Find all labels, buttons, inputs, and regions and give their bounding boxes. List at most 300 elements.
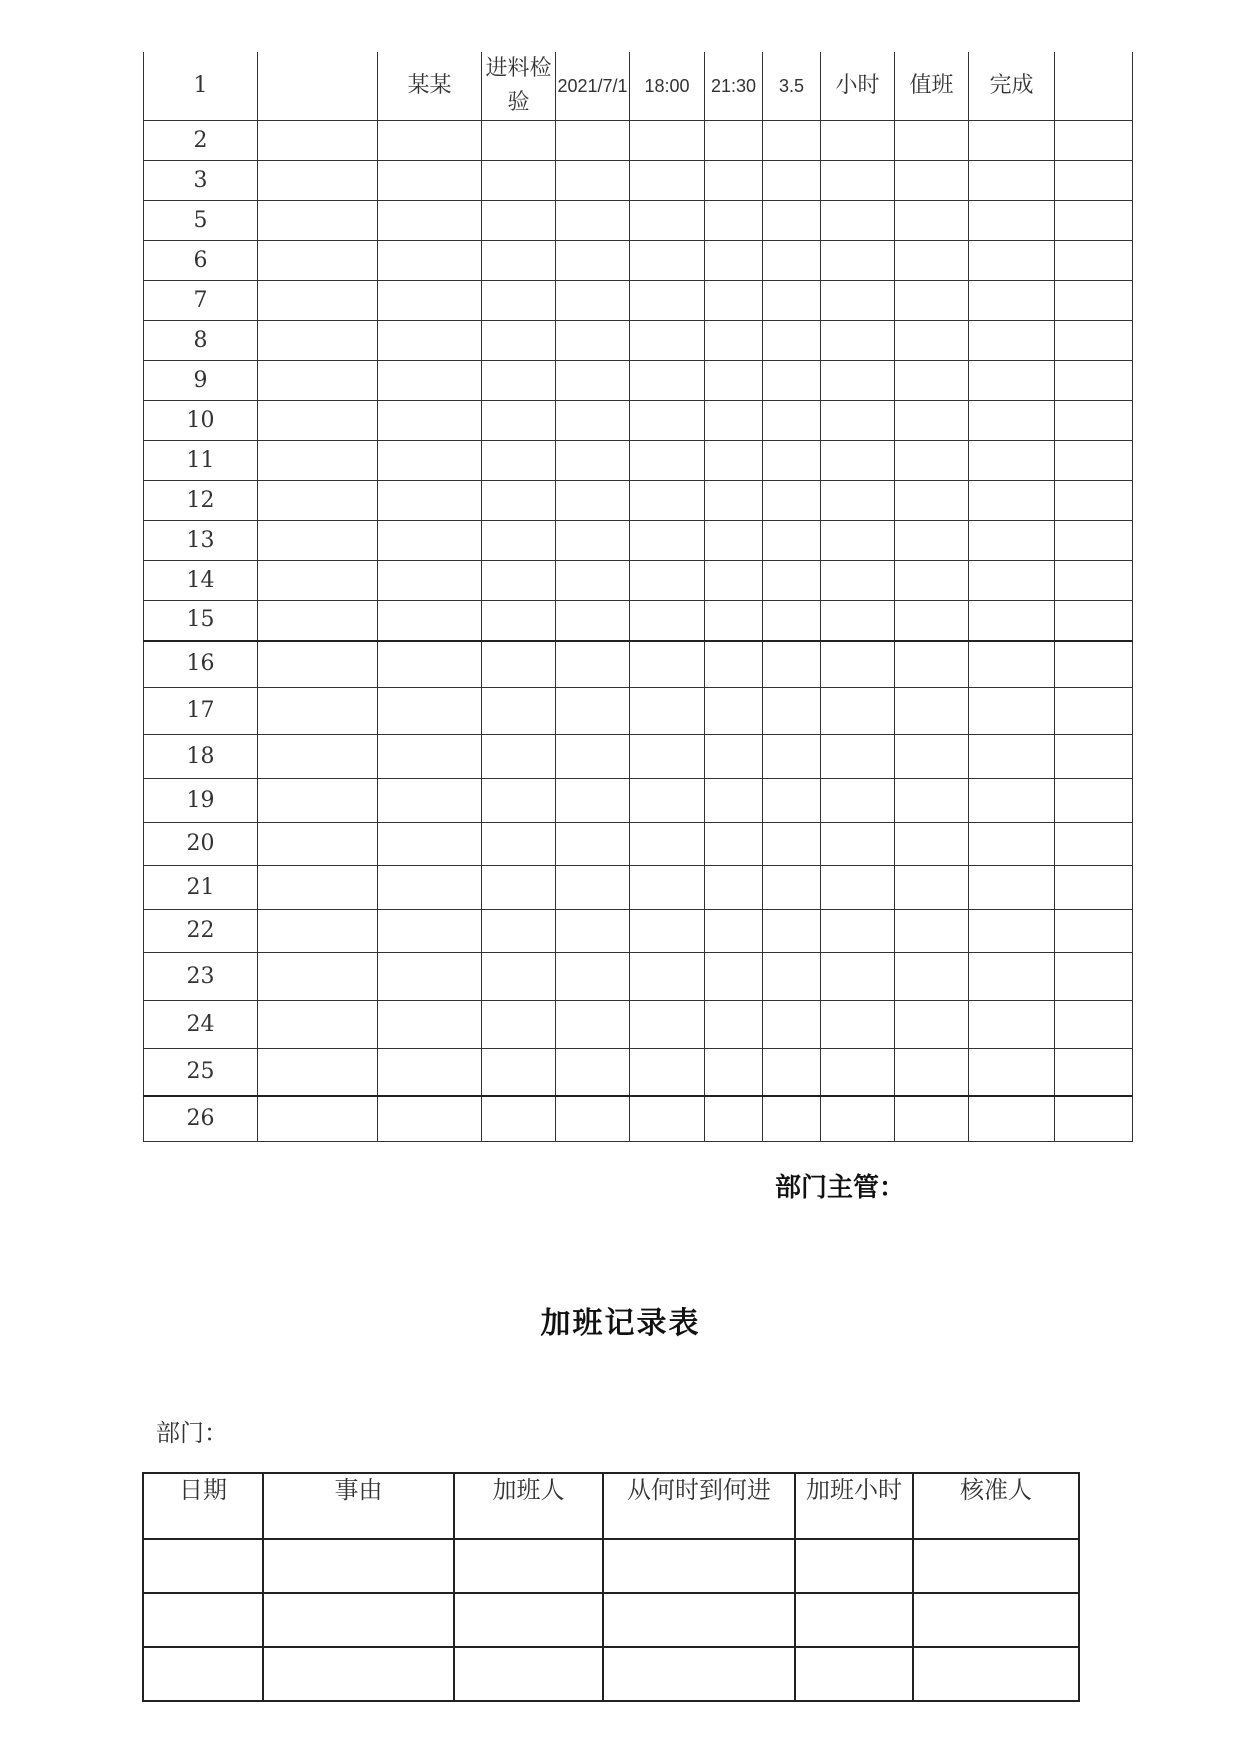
table-cell xyxy=(895,688,969,735)
table-cell xyxy=(630,401,705,441)
table-cell xyxy=(1055,201,1133,241)
table-cell xyxy=(630,601,705,641)
table-cell xyxy=(705,823,763,866)
table-cell xyxy=(556,910,630,953)
table-cell xyxy=(821,910,895,953)
table-cell xyxy=(969,281,1055,321)
table-cell xyxy=(258,161,378,201)
table-cell xyxy=(378,441,482,481)
table-cell xyxy=(795,1647,913,1701)
row-number-cell: 7 xyxy=(144,281,258,321)
table-cell xyxy=(705,735,763,779)
table-cell xyxy=(763,121,821,161)
table-cell xyxy=(143,1593,263,1647)
table-cell xyxy=(556,321,630,361)
table-cell xyxy=(763,281,821,321)
table-cell xyxy=(1055,1096,1133,1142)
table-cell xyxy=(895,823,969,866)
table-cell xyxy=(763,910,821,953)
table-cell xyxy=(482,735,556,779)
table-cell xyxy=(705,779,763,823)
row-number-cell: 17 xyxy=(144,688,258,735)
table-cell xyxy=(895,561,969,601)
table-cell xyxy=(895,281,969,321)
table-cell xyxy=(969,361,1055,401)
table-cell xyxy=(969,866,1055,910)
table-cell xyxy=(763,1049,821,1096)
table-cell xyxy=(556,561,630,601)
table-cell xyxy=(895,866,969,910)
table-cell xyxy=(763,779,821,823)
table-cell xyxy=(556,688,630,735)
table-cell xyxy=(821,441,895,481)
table-cell xyxy=(630,1096,705,1142)
table-cell xyxy=(482,910,556,953)
header-reason: 事由 xyxy=(263,1473,454,1539)
table-cell xyxy=(895,735,969,779)
table-cell xyxy=(482,121,556,161)
table-cell xyxy=(1055,953,1133,1001)
table-cell xyxy=(1055,281,1133,321)
table-row xyxy=(144,866,1133,910)
table-row xyxy=(144,735,1133,779)
table-cell xyxy=(258,52,378,121)
table-cell xyxy=(969,521,1055,561)
table-cell xyxy=(821,121,895,161)
table-cell xyxy=(895,361,969,401)
table-cell xyxy=(969,201,1055,241)
table-cell xyxy=(258,241,378,281)
table-cell xyxy=(821,521,895,561)
table-cell xyxy=(556,441,630,481)
overtime-log-table xyxy=(143,52,1133,1142)
table-cell xyxy=(482,481,556,521)
table-cell xyxy=(143,1539,263,1593)
table-cell xyxy=(895,201,969,241)
table-cell xyxy=(969,1001,1055,1049)
table-row xyxy=(144,1096,1133,1142)
table-cell xyxy=(969,241,1055,281)
table-cell xyxy=(378,1096,482,1142)
table-row xyxy=(144,401,1133,441)
header-approver: 核准人 xyxy=(913,1473,1079,1539)
table-cell xyxy=(482,688,556,735)
table-cell xyxy=(821,1001,895,1049)
table-row xyxy=(144,688,1133,735)
table-cell xyxy=(556,641,630,688)
table-cell xyxy=(913,1539,1079,1593)
table-cell xyxy=(821,281,895,321)
row-number-cell: 10 xyxy=(144,401,258,441)
table-cell xyxy=(263,1647,454,1701)
table-cell xyxy=(763,866,821,910)
table-cell xyxy=(795,1593,913,1647)
table-row xyxy=(144,281,1133,321)
start-time-cell: 18:00 xyxy=(630,52,705,121)
table-cell xyxy=(895,1096,969,1142)
table-cell xyxy=(630,441,705,481)
table-cell xyxy=(630,561,705,601)
table-cell xyxy=(378,121,482,161)
unit-cell: 小时 xyxy=(821,52,895,121)
table-cell xyxy=(630,823,705,866)
table-cell xyxy=(1055,481,1133,521)
table-cell xyxy=(1055,823,1133,866)
hours-cell: 3.5 xyxy=(763,52,821,121)
table-row xyxy=(144,953,1133,1001)
table-cell xyxy=(482,1049,556,1096)
table-cell xyxy=(258,401,378,441)
row-number-cell: 16 xyxy=(144,641,258,688)
table-cell xyxy=(482,281,556,321)
table-cell xyxy=(482,321,556,361)
table-cell xyxy=(378,1049,482,1096)
table-cell xyxy=(763,361,821,401)
table-row xyxy=(144,121,1133,161)
table-cell xyxy=(1055,688,1133,735)
table-cell xyxy=(482,521,556,561)
table-row xyxy=(144,641,1133,688)
row-number-cell: 26 xyxy=(144,1096,258,1142)
table-cell xyxy=(258,521,378,561)
row-number-cell: 23 xyxy=(144,953,258,1001)
table-cell xyxy=(378,241,482,281)
table-cell xyxy=(482,601,556,641)
table-cell xyxy=(556,601,630,641)
table-cell xyxy=(258,1096,378,1142)
table-cell xyxy=(378,641,482,688)
table-cell xyxy=(258,953,378,1001)
table-cell xyxy=(258,321,378,361)
table-cell xyxy=(258,201,378,241)
table-cell xyxy=(378,910,482,953)
table-cell xyxy=(603,1593,795,1647)
table-cell xyxy=(969,1049,1055,1096)
table-cell xyxy=(482,241,556,281)
table-cell xyxy=(630,735,705,779)
table-cell xyxy=(556,1001,630,1049)
header-time-range: 从何时到何进 xyxy=(603,1473,795,1539)
table-cell xyxy=(895,521,969,561)
table-cell xyxy=(705,688,763,735)
table-cell xyxy=(969,161,1055,201)
table-cell xyxy=(969,688,1055,735)
table-cell xyxy=(969,735,1055,779)
table-cell xyxy=(1055,52,1133,121)
table-cell xyxy=(705,953,763,1001)
table-cell xyxy=(705,361,763,401)
table-cell xyxy=(705,281,763,321)
table-cell xyxy=(969,441,1055,481)
table-cell xyxy=(969,641,1055,688)
table-row xyxy=(144,779,1133,823)
table-cell xyxy=(263,1593,454,1647)
table-cell xyxy=(378,735,482,779)
row-number-cell: 14 xyxy=(144,561,258,601)
table-cell xyxy=(482,201,556,241)
table-cell xyxy=(895,481,969,521)
table-cell xyxy=(705,121,763,161)
table-row xyxy=(144,481,1133,521)
table-cell xyxy=(969,481,1055,521)
table-cell xyxy=(821,1096,895,1142)
table-cell xyxy=(821,241,895,281)
table-cell xyxy=(821,953,895,1001)
table-cell xyxy=(630,121,705,161)
table-cell xyxy=(763,321,821,361)
table-cell xyxy=(705,910,763,953)
table-cell xyxy=(705,481,763,521)
table-cell xyxy=(1055,1001,1133,1049)
type-cell: 值班 xyxy=(895,52,969,121)
table-cell xyxy=(705,521,763,561)
table-cell xyxy=(763,441,821,481)
table-cell xyxy=(258,735,378,779)
table-cell xyxy=(482,361,556,401)
table-cell xyxy=(1055,321,1133,361)
table-cell xyxy=(1055,641,1133,688)
table-cell xyxy=(556,161,630,201)
table-cell xyxy=(1055,601,1133,641)
table-cell xyxy=(258,121,378,161)
table-cell xyxy=(821,561,895,601)
table-row xyxy=(143,1539,1079,1593)
row-number-cell: 24 xyxy=(144,1001,258,1049)
table-cell xyxy=(763,953,821,1001)
table-cell xyxy=(895,441,969,481)
table-cell xyxy=(763,688,821,735)
table-cell xyxy=(556,481,630,521)
row-number-cell: 8 xyxy=(144,321,258,361)
table-cell xyxy=(378,401,482,441)
table-cell xyxy=(482,641,556,688)
table-cell xyxy=(969,601,1055,641)
table-cell xyxy=(705,561,763,601)
table-cell xyxy=(630,779,705,823)
table-cell xyxy=(556,241,630,281)
row-number-cell: 25 xyxy=(144,1049,258,1096)
table-cell xyxy=(630,321,705,361)
table-cell xyxy=(1055,910,1133,953)
table-cell xyxy=(556,1049,630,1096)
table-cell xyxy=(763,641,821,688)
table-cell xyxy=(258,866,378,910)
table-cell xyxy=(482,866,556,910)
table-cell xyxy=(913,1593,1079,1647)
table-row xyxy=(144,1049,1133,1096)
table-cell xyxy=(821,161,895,201)
table-cell xyxy=(1055,561,1133,601)
date-cell: 2021/7/1 xyxy=(556,52,630,121)
table-cell xyxy=(705,401,763,441)
table-cell xyxy=(630,910,705,953)
table-cell xyxy=(821,688,895,735)
table-cell xyxy=(482,1096,556,1142)
table-cell xyxy=(258,688,378,735)
table-cell xyxy=(258,1049,378,1096)
table-cell xyxy=(258,1001,378,1049)
table-cell xyxy=(630,201,705,241)
table-cell xyxy=(913,1647,1079,1701)
status-cell: 完成 xyxy=(969,52,1055,121)
table-cell xyxy=(763,201,821,241)
table-cell xyxy=(821,823,895,866)
row-number-cell: 13 xyxy=(144,521,258,561)
table-cell xyxy=(763,1096,821,1142)
table-cell xyxy=(1055,521,1133,561)
table-cell xyxy=(705,161,763,201)
table-cell xyxy=(630,1049,705,1096)
table-cell xyxy=(969,561,1055,601)
table-cell xyxy=(895,641,969,688)
row-number-cell: 21 xyxy=(144,866,258,910)
table-cell xyxy=(556,866,630,910)
table-cell xyxy=(630,481,705,521)
table-cell xyxy=(378,321,482,361)
table-cell xyxy=(821,321,895,361)
row-number-cell: 9 xyxy=(144,361,258,401)
table-cell xyxy=(630,953,705,1001)
table-cell xyxy=(763,823,821,866)
table-row xyxy=(143,1647,1079,1701)
table-cell xyxy=(821,601,895,641)
table-cell xyxy=(1055,1049,1133,1096)
table-cell xyxy=(378,866,482,910)
table-cell xyxy=(763,735,821,779)
table-row xyxy=(144,561,1133,601)
table-cell xyxy=(705,641,763,688)
table-cell xyxy=(705,241,763,281)
table-cell xyxy=(378,953,482,1001)
table-cell xyxy=(763,601,821,641)
table-cell xyxy=(895,910,969,953)
table-cell xyxy=(556,779,630,823)
table-cell xyxy=(630,641,705,688)
table-cell xyxy=(895,953,969,1001)
table-cell xyxy=(630,1001,705,1049)
table-cell xyxy=(378,201,482,241)
table-cell xyxy=(821,1049,895,1096)
header-hours: 加班小时 xyxy=(795,1473,913,1539)
table-cell xyxy=(482,953,556,1001)
table-cell xyxy=(556,401,630,441)
table-cell xyxy=(763,241,821,281)
table-cell xyxy=(763,1001,821,1049)
table-cell xyxy=(630,688,705,735)
table-cell xyxy=(482,441,556,481)
table-cell xyxy=(454,1593,603,1647)
table-cell xyxy=(1055,161,1133,201)
table-cell xyxy=(895,601,969,641)
table-cell xyxy=(556,201,630,241)
table-row xyxy=(144,361,1133,401)
table-row xyxy=(144,1001,1133,1049)
table-cell xyxy=(969,953,1055,1001)
header-employee: 加班人 xyxy=(454,1473,603,1539)
table-cell xyxy=(1055,441,1133,481)
table-cell xyxy=(630,521,705,561)
table-cell xyxy=(895,401,969,441)
table-cell xyxy=(821,735,895,779)
table-cell xyxy=(258,481,378,521)
table-cell xyxy=(969,910,1055,953)
table-cell xyxy=(895,121,969,161)
table-cell xyxy=(378,521,482,561)
table-row xyxy=(144,161,1133,201)
table-row xyxy=(144,321,1133,361)
table-cell xyxy=(895,161,969,201)
table-cell xyxy=(705,441,763,481)
table-cell xyxy=(378,481,482,521)
table-cell xyxy=(821,866,895,910)
table-cell xyxy=(556,1096,630,1142)
table-cell xyxy=(603,1647,795,1701)
table-cell xyxy=(821,641,895,688)
table-cell xyxy=(763,521,821,561)
table-cell xyxy=(705,1001,763,1049)
row-number-cell: 18 xyxy=(144,735,258,779)
table-cell xyxy=(821,481,895,521)
overtime-record-form-table xyxy=(142,1472,1080,1702)
table-cell xyxy=(378,601,482,641)
table-cell xyxy=(378,1001,482,1049)
row-number-cell: 11 xyxy=(144,441,258,481)
row-number-cell: 5 xyxy=(144,201,258,241)
table-cell xyxy=(795,1539,913,1593)
table-cell xyxy=(1055,779,1133,823)
table-row xyxy=(144,910,1133,953)
table-cell xyxy=(763,561,821,601)
table-cell xyxy=(258,601,378,641)
row-number-cell: 15 xyxy=(144,601,258,641)
table-cell xyxy=(378,823,482,866)
table-cell xyxy=(482,779,556,823)
table-cell xyxy=(630,241,705,281)
table-row xyxy=(143,1593,1079,1647)
table-row xyxy=(144,52,1133,121)
table-cell xyxy=(705,866,763,910)
table-cell xyxy=(1055,401,1133,441)
end-time-cell: 21:30 xyxy=(705,52,763,121)
table-row xyxy=(144,201,1133,241)
table-row xyxy=(144,441,1133,481)
table-cell xyxy=(1055,735,1133,779)
header-row xyxy=(143,1473,1079,1539)
table-cell xyxy=(482,561,556,601)
table-cell xyxy=(895,1001,969,1049)
table-cell xyxy=(705,1096,763,1142)
row-number-cell: 20 xyxy=(144,823,258,866)
table-cell xyxy=(630,161,705,201)
table-cell xyxy=(482,161,556,201)
table-cell xyxy=(705,201,763,241)
table-cell xyxy=(258,779,378,823)
row-number-cell: 22 xyxy=(144,910,258,953)
table-cell xyxy=(378,361,482,401)
table-cell xyxy=(705,321,763,361)
table-cell xyxy=(258,823,378,866)
table-cell xyxy=(763,401,821,441)
table-row xyxy=(144,601,1133,641)
table-cell xyxy=(258,641,378,688)
table-cell xyxy=(378,688,482,735)
table-row xyxy=(144,521,1133,561)
table-cell xyxy=(821,779,895,823)
table-cell xyxy=(143,1647,263,1701)
row-number-cell: 6 xyxy=(144,241,258,281)
table-cell xyxy=(630,866,705,910)
table-cell xyxy=(263,1539,454,1593)
